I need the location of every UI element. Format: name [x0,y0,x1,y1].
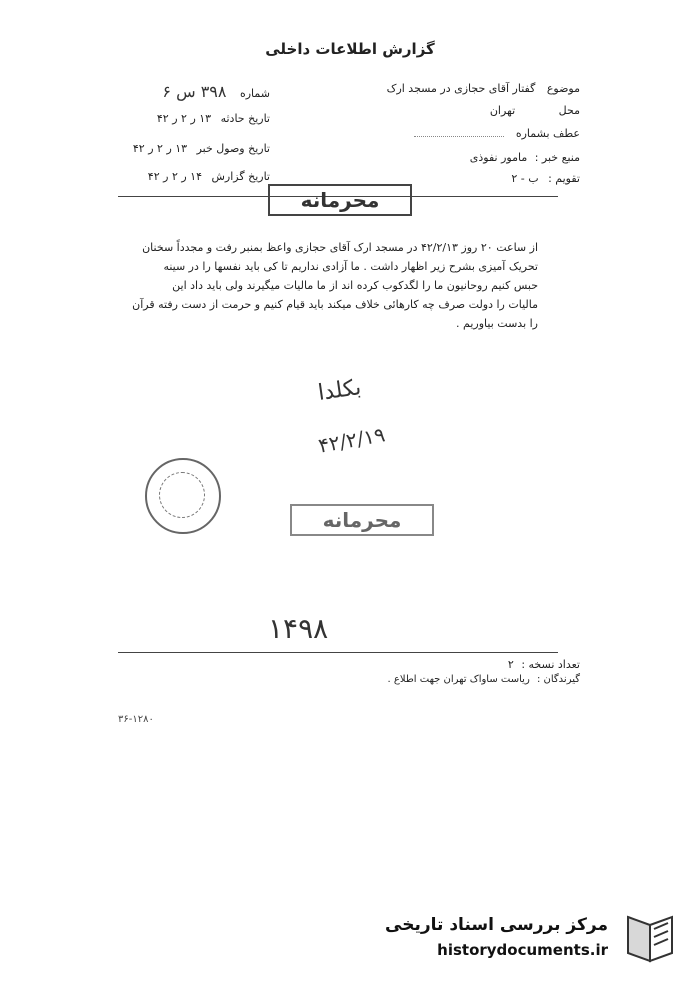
copies-label: تعداد نسخه : [521,658,580,671]
report-date-value: ۱۴ ر ۲ ر ۴۲ [147,170,202,183]
report-body [120,238,538,333]
margin-code: ۳۶-۱۲۸۰ [118,714,154,725]
recipients-label: گیرندگان : [536,674,580,685]
report-title: گزارش اطلاعات داخلی [265,40,435,58]
received-date-field [120,142,270,155]
number-label: شماره [239,87,270,100]
body-line-1: از ساعت ۲۰ روز ۴۲/۲/۱۳ در مسجد ارک آقای حجازی واعظ بمنبر رفت و مجدداً سخنان [142,241,538,254]
place-field [380,104,580,117]
copies-value: ۲ [507,658,514,671]
number-value: ۳۹۸ س ۶ [162,82,227,101]
body-line-4: مالیات را دولت صرف چه کارهائی خلاف میکند باید قیام کنیم و حرمت از دست رفته قرآن [132,298,538,311]
watermark-name: مرکز بررسی اسناد تاریخی [385,915,608,935]
source-label: منبع خبر : [534,151,580,164]
round-seal [145,458,221,534]
number-field [120,82,270,101]
source-value: مامور نفوذی [469,151,528,164]
book-logo-icon [620,909,678,967]
recipients-field [330,674,580,685]
source-field [380,151,580,164]
seal-emblem-icon [159,472,205,518]
received-date-value: ۱۳ ر ۲ ر ۴۲ [132,142,188,155]
place-label: محل [558,104,580,117]
reference-field [380,127,580,140]
subject-field [380,82,580,95]
report-date-field [120,170,270,183]
incident-date-field [120,112,270,125]
rating-value: ب - ۲ [511,172,539,185]
reference-label: عطف بشماره [515,127,580,140]
history-documents-watermark [385,909,678,969]
confidential-stamp-top: محرمانه [268,184,412,216]
subject-label: موضوع [546,82,580,95]
copies-field [330,658,580,671]
watermark-url: historydocuments.ir [437,941,608,959]
handwritten-number: ۱۴۹۸ [268,612,329,645]
body-line-2: تحریک آمیزی بشرح زیر اظهار داشت . ما آزادی نداریم تا کی باید نفسها را در سینه [163,260,538,273]
rating-label: تقویم : [548,172,580,185]
reference-blank [414,136,504,137]
handwritten-word: بکلدا [316,375,363,406]
confidential-stamp-middle: محرمانه [290,504,434,536]
report-date-label: تاریخ گزارش [211,170,270,183]
handwritten-date: ۴۲/۲/۱۹ [316,422,387,458]
body-line-5: را بدست بیاوریم . [456,317,538,330]
footer-divider [118,652,558,653]
place-value: تهران [489,104,516,117]
body-line-3: حبس کنیم روحانیون ما را لگدکوب کرده اند از ما مالیات میگیرند ولی باید داد این [172,279,538,292]
received-date-label: تاریخ وصول خبر [196,142,270,155]
incident-date-value: ۱۳ ر ۲ ر ۴۲ [156,112,212,125]
incident-date-label: تاریخ حادثه [220,112,270,125]
subject-value: گفتار آقای حجازی در مسجد ارک [386,82,536,95]
recipient-1: ریاست ساواک تهران جهت اطلاع . [387,674,530,685]
